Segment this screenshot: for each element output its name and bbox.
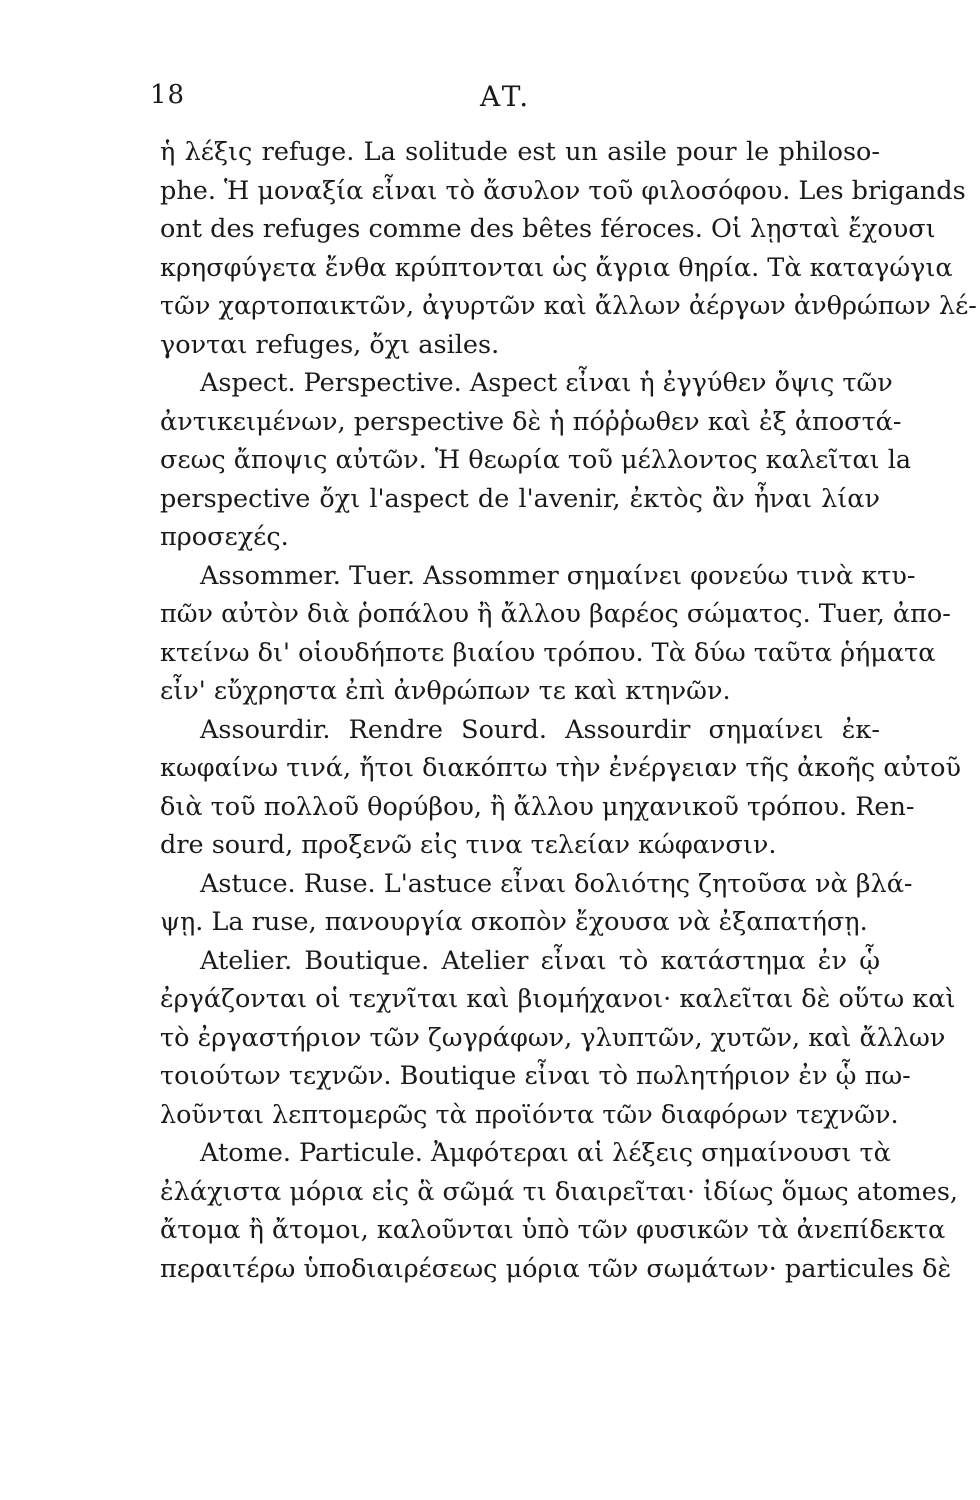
text-line: διὰ τοῦ πολλοῦ θορύβου, ἢ ἄλλου μηχανικοῦ τρόπου. Ren-: [160, 791, 915, 822]
text-line: Aspect. Perspective. Aspect εἶναι ἡ ἐγγύθεν ὄψις τῶν: [200, 368, 893, 398]
page-header: [150, 80, 880, 120]
text-line: Atome. Particule. Ἀμφότεραι αἱ λέξεις σημαίνουσι τὰ: [200, 1138, 891, 1168]
text-line: γονται refuges, ὄχι asiles.: [160, 329, 500, 360]
text-line: προσεχές.: [160, 522, 289, 552]
text-line: Assommer. Tuer. Assommer σημαίνει φονεύω τινὰ κτυ-: [200, 560, 916, 591]
text-line: Astuce. Ruse. L'astuce εἶναι δολιότης ζητοῦσα νὰ βλά-: [200, 868, 913, 899]
page-number: 18: [150, 80, 186, 110]
text-line: ἐλάχιστα μόρια εἰς ἃ σῶμά τι διαιρεῖται· ἰδίως ὅμως atomes,: [160, 1176, 959, 1207]
text-line: λοῦνται λεπτομερῶς τὰ προϊόντα τῶν διαφόρων τεχνῶν.: [160, 1099, 899, 1130]
text-line: ont des refuges comme des bêtes féroces. Οἱ λῃσταὶ ἔχουσι: [160, 214, 936, 244]
text-line: perspective ὄχι l'aspect de l'avenir, ἐκτὸς ἂν ἦναι λίαν: [160, 483, 880, 514]
text-line: ἡ λέξις refuge. La solitude est un asile pour le philoso-: [160, 137, 880, 167]
running-head: AT.: [480, 80, 532, 113]
text-line: τοιούτων τεχνῶν. Boutique εἶναι τὸ πωλητήριον ἐν ᾧ πω-: [160, 1061, 911, 1091]
text-line: εἶν' εὔχρηστα ἐπὶ ἀνθρώπων τε καὶ κτηνῶν.: [160, 676, 731, 706]
body-text: [160, 133, 977, 1288]
text-line: πῶν αὐτὸν διὰ ῥοπάλου ἢ ἄλλου βαρέος σώματος. Tuer, ἀπο-: [160, 599, 951, 629]
text-line: ἀντικειμένων, perspective δὲ ἡ πόῤῥωθεν καὶ ἐξ ἀποστά-: [160, 406, 902, 437]
text-line: ἄτομα ἢ ἄτομοι, καλοῦνται ὑπὸ τῶν φυσικῶν τὰ ἀνεπίδεκτα: [160, 1215, 946, 1245]
text-line: τῶν χαρτοπαικτῶν, ἀγυρτῶν καὶ ἄλλων ἀέργων ἀνθρώπων λέ-: [160, 291, 977, 321]
text-line: σεως ἄποψις αὐτῶν. Ἡ θεωρία τοῦ μέλλοντος καλεῖται la: [160, 445, 912, 475]
text-line: κωφαίνω τινά, ἤτοι διακόπτω τὴν ἐνέργειαν τῆς ἀκοῆς αὐτοῦ: [160, 753, 961, 783]
text-line: Assourdir. Rendre Sourd. Assourdir σημαίνει ἐκ-: [200, 714, 880, 745]
text-line: ψῃ. La ruse, πανουργία σκοπὸν ἔχουσα νὰ ἐξαπατήσῃ.: [160, 907, 868, 937]
text-line: περαιτέρω ὑποδιαιρέσεως μόρια τῶν σωμάτων· particules δὲ: [160, 1253, 952, 1284]
text-line: κτείνω δι' οἱουδήποτε βιαίου τρόπου. Τὰ δύω ταῦτα ῥήματα: [160, 637, 936, 668]
text-line: κρησφύγετα ἔνθα κρύπτονται ὡς ἄγρια θηρία. Τὰ καταγώγια: [160, 252, 953, 283]
text-line: dre sourd, προξενῶ εἰς τινα τελείαν κώφανσιν.: [160, 830, 777, 860]
text-line: phe. Ἡ μοναξία εἶναι τὸ ἄσυλον τοῦ φιλοσόφου. Les brigands: [160, 175, 966, 206]
text-line: ἐργάζονται οἱ τεχνῖται καὶ βιομήχανοι· καλεῖται δὲ οὕτω καὶ: [160, 984, 956, 1014]
text-line: Atelier. Boutique. Atelier εἶναι τὸ κατάστημα ἐν ᾧ: [200, 945, 880, 976]
text-line: τὸ ἐργαστήριον τῶν ζωγράφων, γλυπτῶν, χυτῶν, καὶ ἄλλων: [160, 1022, 946, 1053]
